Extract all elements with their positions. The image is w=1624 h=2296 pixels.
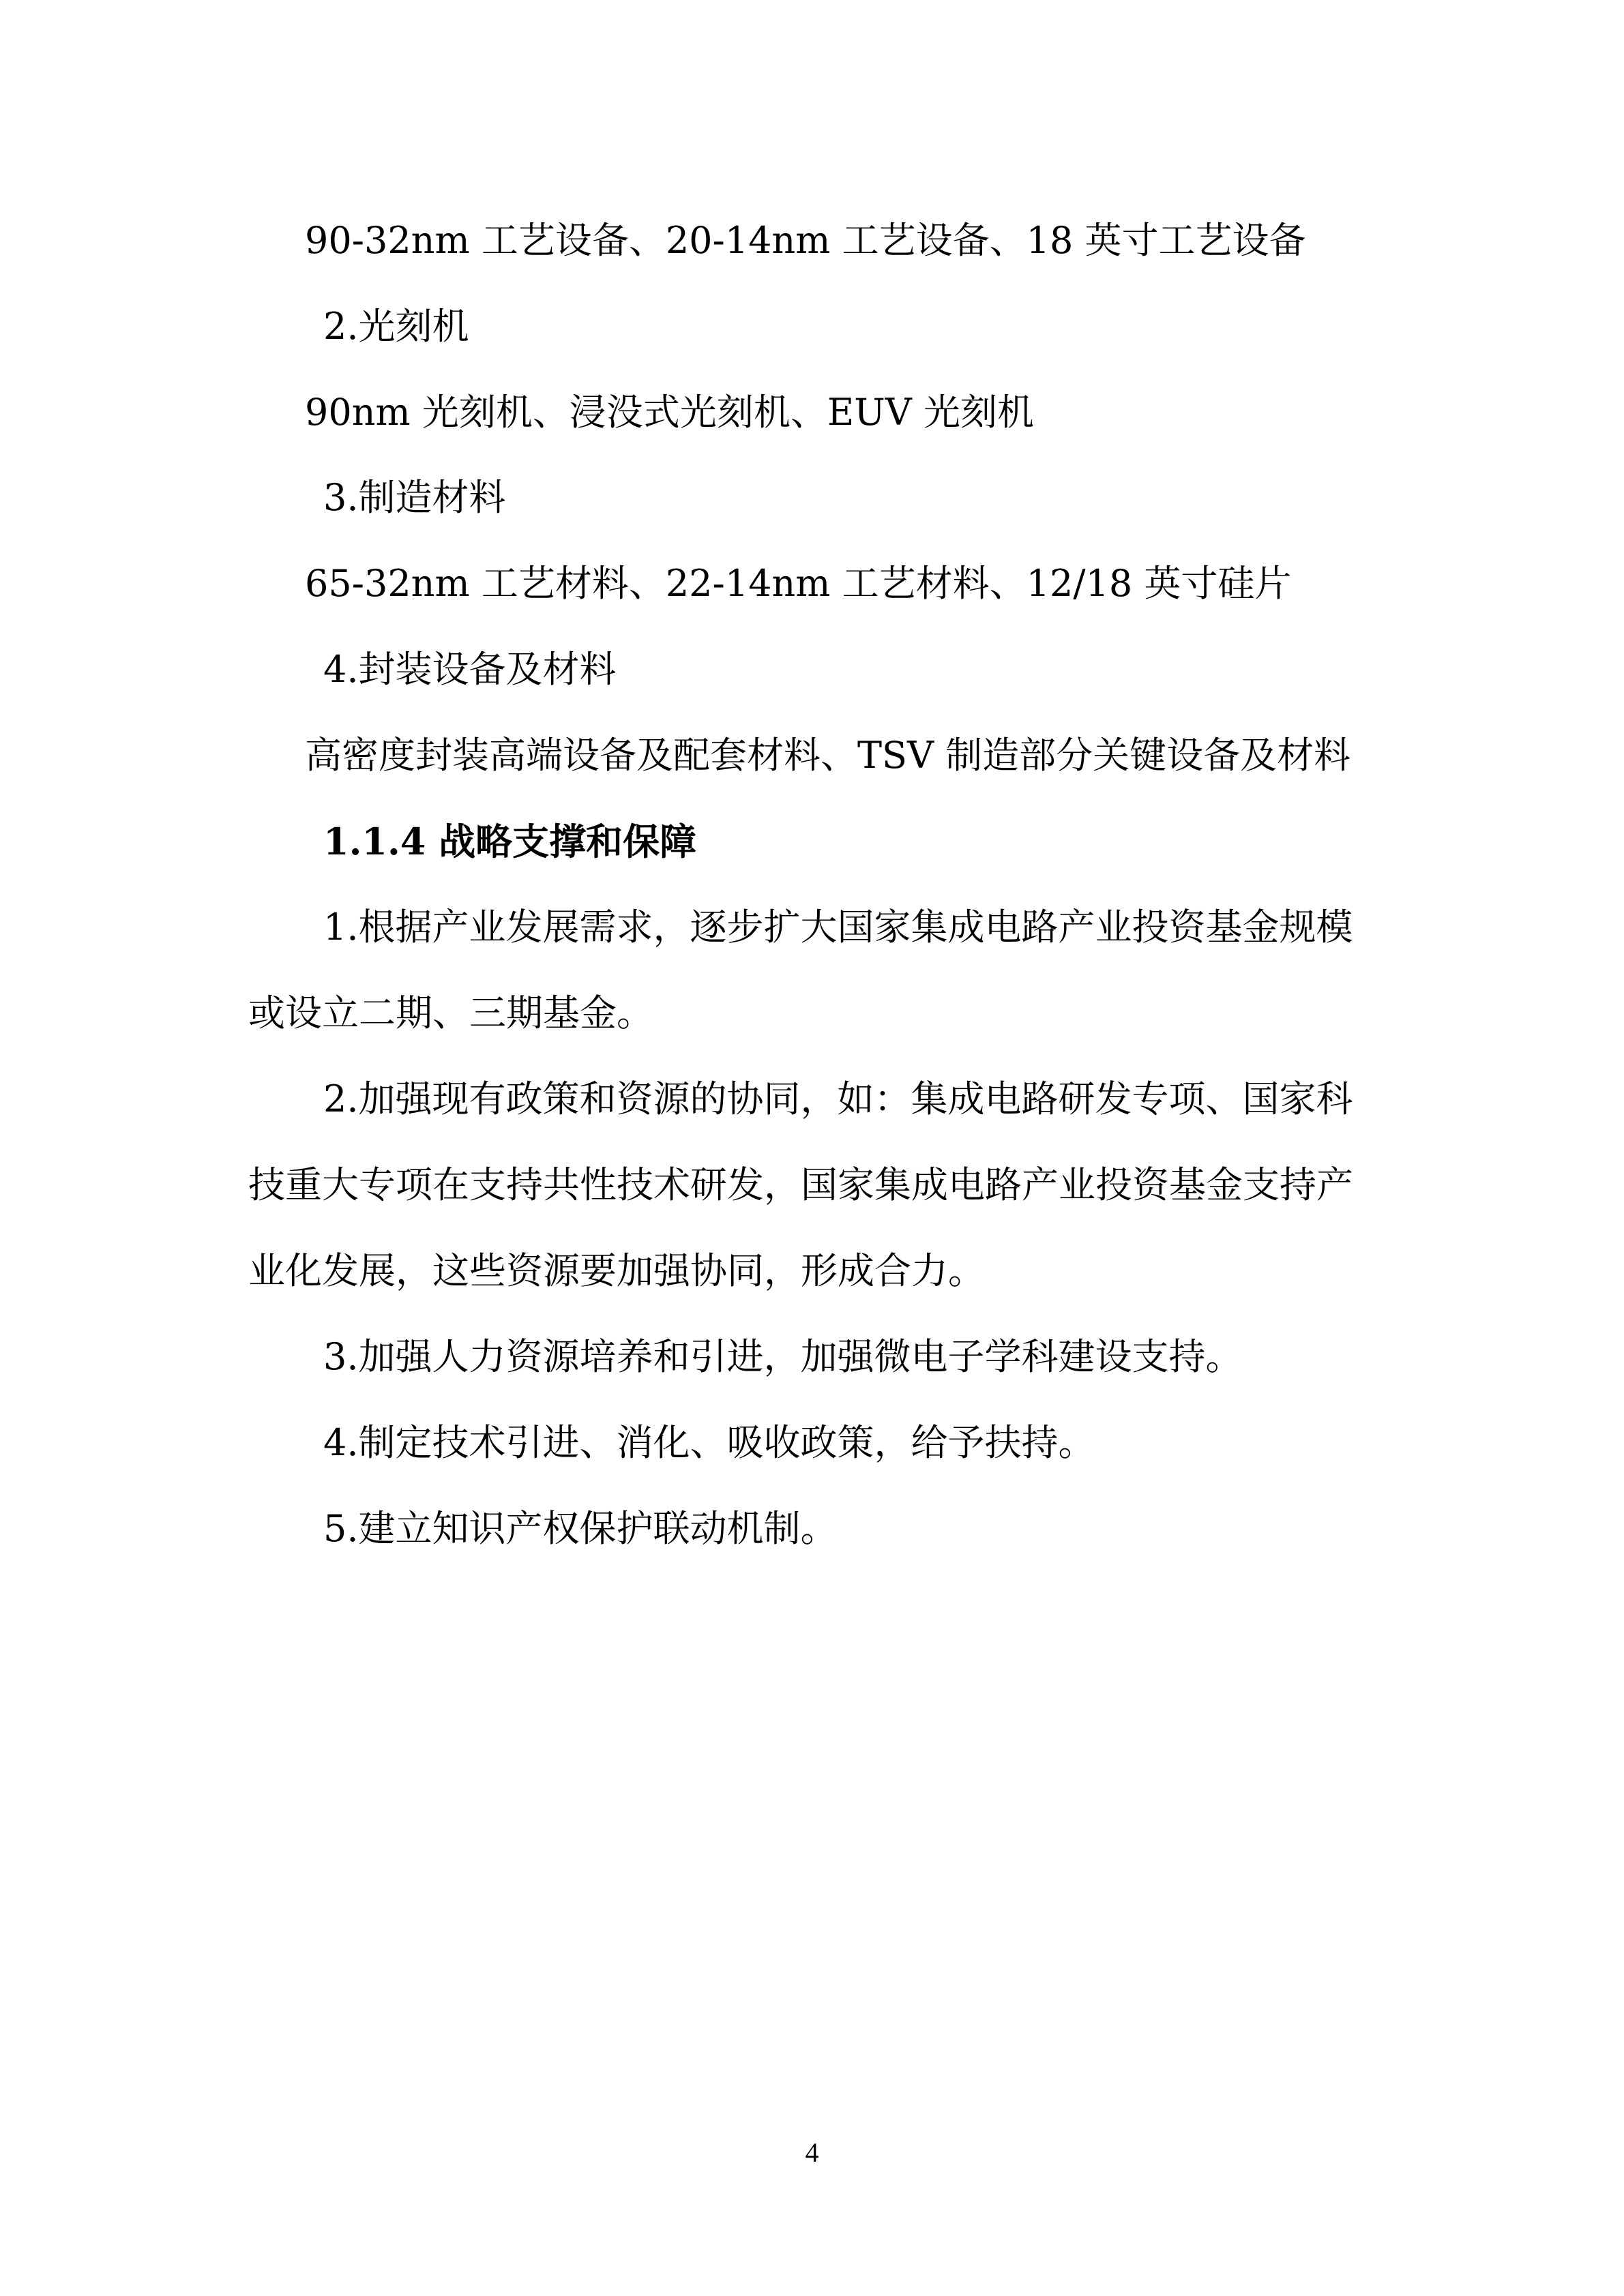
item-heading-packaging: 4.封装设备及材料: [323, 648, 617, 691]
packaging-list-line: 高密度封装高端设备及配套材料、TSV 制造部分关键设备及材料: [305, 734, 1351, 777]
equipment-list-line: 90-32nm 工艺设备、20-14nm 工艺设备、18 英寸工艺设备: [305, 219, 1306, 262]
paragraph-4: 4.制定技术引进、消化、吸收政策，给予扶持。: [323, 1421, 1095, 1464]
paragraph-3: 3.加强人力资源培养和引进，加强微电子学科建设支持。: [323, 1335, 1243, 1378]
paragraph-2-line-3: 业化发展，这些资源要加强协同，形成合力。: [248, 1249, 985, 1292]
lithography-list-line: 90nm 光刻机、浸没式光刻机、EUV 光刻机: [305, 391, 1034, 434]
paragraph-2-line-1: 2.加强现有政策和资源的协同，如：集成电路研发专项、国家科: [323, 1077, 1353, 1120]
paragraph-5: 5.建立知识产权保护联动机制。: [323, 1507, 838, 1550]
paragraph-1-line-2: 或设立二期、三期基金。: [248, 992, 653, 1034]
item-heading-lithography: 2.光刻机: [323, 305, 469, 348]
materials-list-line: 65-32nm 工艺材料、22-14nm 工艺材料、12/18 英寸硅片: [305, 562, 1292, 605]
paragraph-1-line-1: 1.根据产业发展需求，逐步扩大国家集成电路产业投资基金规模: [323, 906, 1353, 949]
item-heading-materials: 3.制造材料: [323, 476, 506, 519]
paragraph-2-line-2: 技重大专项在支持共性技术研发，国家集成电路产业投资基金支持产: [248, 1163, 1353, 1206]
page-number: 4: [805, 2137, 819, 2168]
section-heading: 1.1.4 战略支撑和保障: [323, 820, 697, 863]
